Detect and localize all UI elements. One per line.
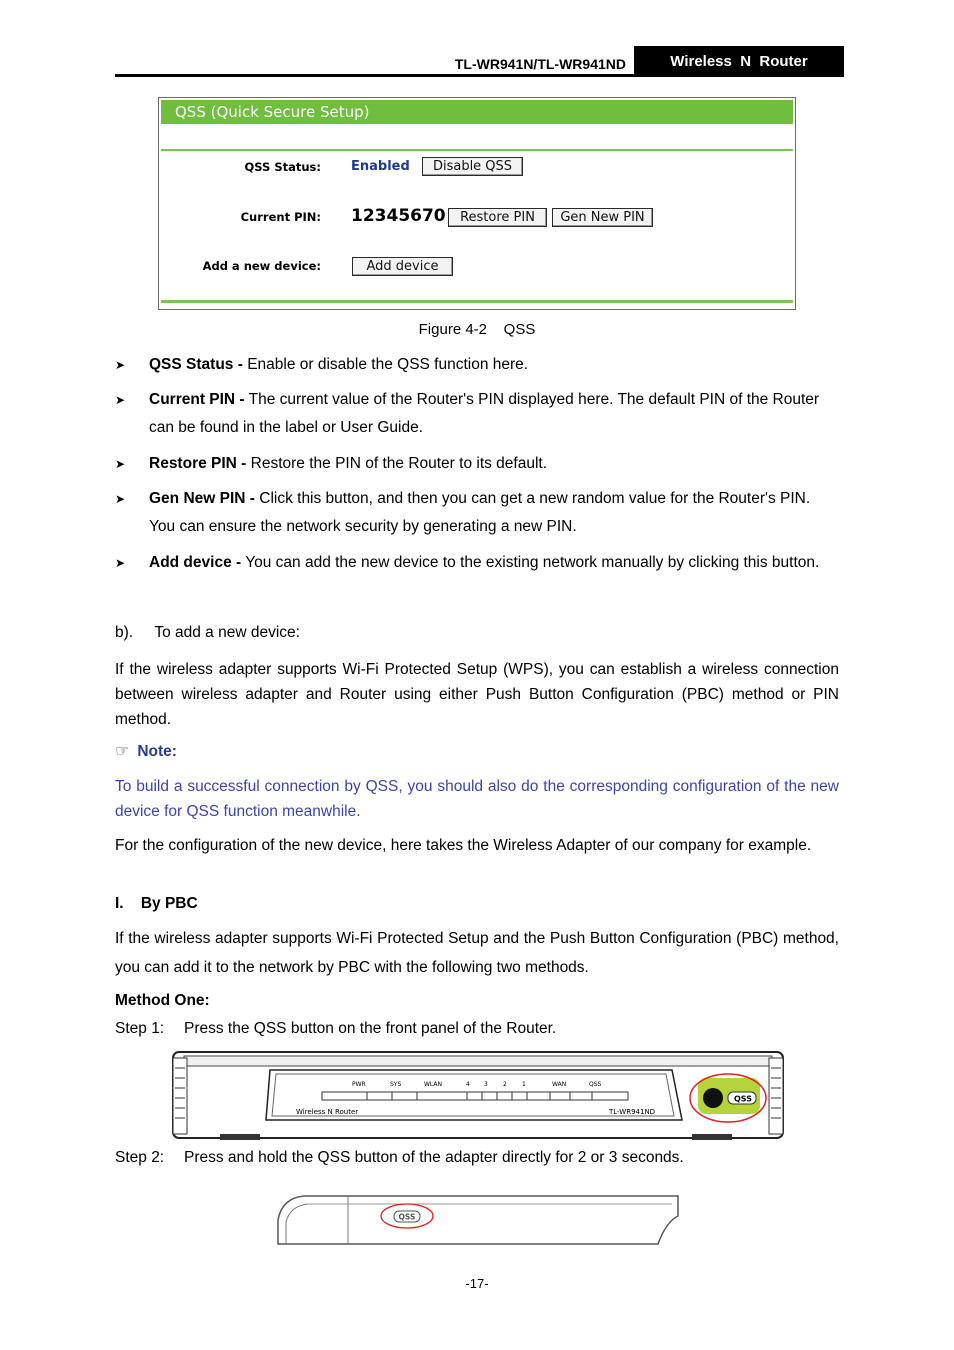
qss-panel	[158, 97, 796, 310]
add-device-button[interactable]: Add device	[352, 257, 453, 276]
restore-pin-button[interactable]: Restore PIN	[448, 208, 547, 227]
bullet-current-pin	[115, 386, 839, 442]
led-label-3: 3	[484, 1081, 488, 1088]
led-label-wlan: WLAN	[424, 1081, 443, 1088]
bullet-arrow-icon: ➤	[115, 492, 126, 506]
led-label-qss: QSS	[589, 1081, 602, 1088]
gen-new-pin-button[interactable]: Gen New PIN	[552, 208, 653, 227]
header-product: Wireless N Router	[670, 53, 808, 70]
section-by-pbc: I. By PBC	[115, 895, 198, 912]
header-model: TL-WR941N/TL-WR941ND	[454, 56, 626, 72]
led-label-1: 1	[522, 1081, 526, 1088]
led-label-sys: SYS	[390, 1081, 402, 1088]
bullet-arrow-icon: ➤	[115, 457, 126, 471]
bullet-arrow-icon: ➤	[115, 393, 126, 407]
page-number: -17-	[465, 1276, 489, 1291]
bullet-term: QSS Status -	[149, 356, 243, 373]
bullet-term: Gen New PIN -	[149, 490, 255, 507]
router-qss-badge: QSS	[734, 1094, 752, 1104]
usb-adapter-image	[274, 1192, 684, 1248]
bullet-add-device	[115, 549, 839, 577]
router-brand-text: Wireless N Router	[296, 1108, 359, 1116]
bullet-term: Restore PIN -	[149, 455, 247, 472]
qss-status-label: QSS Status:	[244, 160, 321, 174]
bullet-text: Restore the PIN of the Router to its default.	[246, 455, 548, 472]
led-label-2: 2	[503, 1081, 507, 1088]
led-label-pwr: PWR	[352, 1081, 366, 1088]
header-rule	[115, 74, 844, 77]
router-model-text: TL-WR941ND	[609, 1108, 656, 1116]
note-heading	[115, 741, 177, 761]
paragraph-config: For the configuration of the new device, here takes the Wireless Adapter of our company for example.	[115, 837, 812, 854]
note-title: Note:	[137, 743, 177, 760]
bullet-term: Current PIN -	[149, 391, 245, 408]
current-pin-label: Current PIN:	[240, 210, 321, 224]
figure-caption: Figure 4-2 QSS	[418, 321, 536, 338]
bullet-text: The current value of the Router's PIN displayed here. The default PIN of the Router can be found in the label or User Guide.	[149, 391, 820, 436]
panel-divider-bottom	[161, 300, 793, 303]
panel-divider-top	[161, 149, 793, 151]
bullet-text: Enable or disable the QSS function here.	[242, 356, 529, 373]
adapter-qss-badge: QSS	[398, 1212, 416, 1222]
bullet-gen-new-pin	[115, 485, 839, 541]
paragraph-pbc: If the wireless adapter supports Wi-Fi Protected Setup and the Push Button Configuration (PBC) method, you can add it to the network by PBC with the following two methods.	[115, 930, 839, 976]
step-1-text: Press the QSS button on the front panel of the Router.	[184, 1020, 557, 1037]
disable-qss-button[interactable]: Disable QSS	[422, 157, 523, 176]
step-1	[115, 1020, 556, 1038]
bullet-arrow-icon: ➤	[115, 358, 126, 372]
bullet-restore-pin	[115, 450, 839, 478]
step-2-text: Press and hold the QSS button of the adapter directly for 2 or 3 seconds.	[184, 1149, 684, 1166]
pointing-hand-icon: ☞	[115, 743, 130, 760]
qss-status-value: Enabled	[351, 159, 410, 174]
router-qss-button	[703, 1088, 723, 1108]
header-product-tab	[634, 46, 844, 77]
router-front-panel-image	[172, 1048, 784, 1142]
bullet-text: Click this button, and then you can get a new random value for the Router's PIN. You can ensure the network security by generating a new PIN.	[149, 490, 811, 535]
method-one-heading: Method One:	[115, 992, 210, 1009]
current-pin-value: 12345670	[351, 206, 446, 226]
note-text: To build a successful connection by QSS, you should also do the corresponding configuration of the new device for QSS function meanwhile.	[115, 778, 839, 820]
add-device-label: Add a new device:	[202, 259, 321, 273]
step-1-label: Step 1:	[115, 1020, 165, 1037]
bullet-qss-status	[115, 351, 839, 379]
bullet-text: You can add the new device to the existing network manually by clicking this button.	[241, 554, 820, 571]
subsection-b: b). To add a new device:	[115, 624, 300, 641]
led-label-4: 4	[466, 1081, 470, 1088]
bullet-term: Add device -	[149, 554, 242, 571]
bullet-arrow-icon: ➤	[115, 556, 126, 570]
paragraph-wps: If the wireless adapter supports Wi-Fi Protected Setup (WPS), you can establish a wireless connection between wireless adapter and Router using either Push Button Configuration (PBC) method or PIN method.	[115, 661, 839, 728]
step-2	[115, 1149, 684, 1167]
led-label-wan: WAN	[552, 1081, 567, 1088]
qss-panel-title: QSS (Quick Secure Setup)	[161, 100, 793, 124]
step-2-label: Step 2:	[115, 1149, 165, 1166]
